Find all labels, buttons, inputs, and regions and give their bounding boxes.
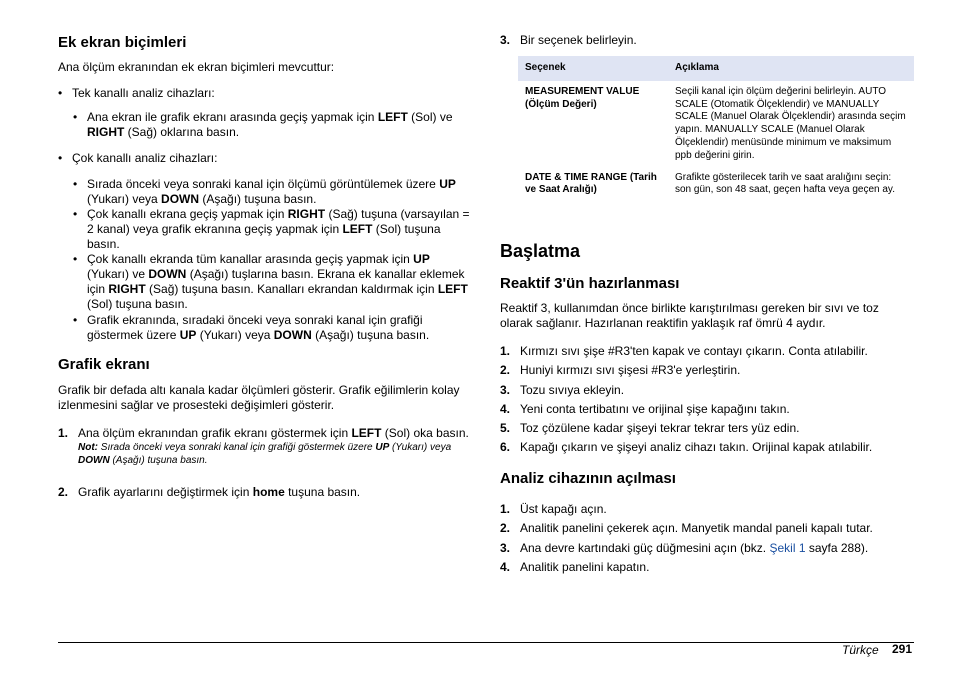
figure-link[interactable]: Şekil 1 [769, 541, 806, 555]
bullet-cok-kanalli-2: • Çok kanallı ekrana geçiş yapmak için RIGHT (Sağ) tuşuna (varsayılan = 2 kanal) veya grafik ekranına geçiş yapmak için LEFT (Sol) tuşuna basın. [73, 207, 470, 251]
options-table [518, 56, 914, 201]
table-cell-description: Grafikte gösterilecek tarih ve saat aralığını seçin: son gün, son 48 saat, geçen hafta veya geçen ay. [675, 171, 895, 196]
table-cell-option: MEASUREMENT VALUE (Ölçüm Değeri) [525, 85, 640, 110]
heading-ek-ekran: Ek ekran biçimleri [58, 34, 187, 51]
bullet-cok-kanalli: • Çok kanallı analiz cihazları: [58, 151, 218, 165]
heading-analiz: Analiz cihazının açılması [500, 470, 676, 487]
step-analiz-2: 2. Analitik panelini çekerek açın. Manyetik mandal paneli kapalı tutar. [500, 521, 873, 535]
heading-grafik-ekrani: Grafik ekranı [58, 356, 150, 373]
step-reaktif-1: 1. Kırmızı sıvı şişe #R3'ten kapak ve contayı çıkarın. Conta atılabilir. [500, 344, 868, 358]
table-cell-option: DATE & TIME RANGE (Tarih ve Saat Aralığı) [525, 171, 657, 196]
step-reaktif-5: 5. Toz çözülene kadar şişeyi tekrar tekrar ters yüz edin. [500, 421, 800, 435]
table-header-option: Seçenek [518, 56, 668, 81]
step-analiz-4: 4. Analitik panelini kapatın. [500, 560, 650, 574]
table-cell-description: Seçili kanal için ölçüm değerini belirleyin. AUTO SCALE (Otomatik Ölçeklendir) ve MANUALLY SCALE (Manuel Olarak Ölçeklendir) arasında seçim yapın. MANUALLY SCALE (Manuel Olarak Ölçeklendir) menüsünde minimum ve maksimum ppb değerini girin. [675, 85, 906, 161]
heading-baslatma: Başlatma [500, 241, 581, 261]
table-row [518, 81, 914, 167]
step-reaktif-2: 2. Huniyi kırmızı sıvı şişesi #R3'e yerleştirin. [500, 363, 741, 377]
page-number: 291 [892, 642, 913, 656]
footer-language: Türkçe [842, 643, 879, 657]
step-reaktif-4: 4. Yeni conta tertibatını ve orijinal şişe kapağını takın. [500, 402, 790, 416]
step-secenek: 3. Bir seçenek belirleyin. [500, 33, 637, 47]
bullet-tek-kanalli-1: • Ana ekran ile grafik ekranı arasında geçiş yapmak için LEFT (Sol) ve RIGHT (Sağ) oklarına basın. [73, 110, 453, 139]
bullet-cok-kanalli-3: • Çok kanallı ekranda tüm kanallar arasında geçiş yapmak için UP (Yukarı) ve DOWN (Aşağı) tuşlarına basın. Ekrana ek kanallar eklemek için RIGHT (Sağ) tuşuna basın. Kanalları ekrandan kaldırmak için LEFT (Sol) tuşuna basın. [73, 252, 468, 311]
step-grafik-1: 1. Ana ölçüm ekranından grafik ekranı göstermek için LEFT (Sol) oka basın. Not: Sırada önceki veya sonraki kanal için grafiği göstermek üzere UP (Yukarı) veya DOWN (Aşağı) tuşuna basın. [58, 426, 469, 466]
paragraph-reaktif: Reaktif 3, kullanımdan önce birlikte karıştırılması gereken bir sıvı ve toz olarak sağlanır. Hazırlanan reaktifin yaklaşık raf ömrü 4 aydır. [500, 301, 879, 330]
note-text: Not: Sırada önceki veya sonraki kanal için grafiği göstermek üzere UP (Yukarı) veya DOWN (Aşağı) tuşuna basın. [78, 442, 452, 466]
step-reaktif-6: 6. Kapağı çıkarın ve şişeyi analiz cihazı takın. Orijinal kapak atılabilir. [500, 440, 873, 454]
heading-reaktif: Reaktif 3'ün hazırlanması [500, 275, 680, 292]
step-analiz-3: 3. Ana devre kartındaki güç düğmesini açın (bkz. Şekil 1 sayfa 288). [500, 541, 869, 555]
footer-divider [58, 642, 914, 643]
table-header-row [518, 56, 914, 81]
paragraph-ek-ekran: Ana ölçüm ekranından ek ekran biçimleri mevcuttur: [58, 60, 335, 74]
step-grafik-2: 2. Grafik ayarlarını değiştirmek için home tuşuna basın. [58, 485, 361, 499]
bullet-cok-kanalli-4: • Grafik ekranında, sıradaki önceki veya sonraki kanal için grafiği göstermek üzere UP (Yukarı) veya DOWN (Aşağı) tuşuna basın. [73, 313, 430, 342]
table-row [518, 167, 914, 202]
step-analiz-1: 1. Üst kapağı açın. [500, 502, 607, 516]
step-reaktif-3: 3. Tozu sıvıya ekleyin. [500, 383, 625, 397]
bullet-tek-kanalli: • Tek kanallı analiz cihazları: [58, 86, 215, 100]
table-header-description: Açıklama [668, 56, 914, 81]
paragraph-grafik-ekrani: Grafik bir defada altı kanala kadar ölçümleri gösterir. Grafik eğilimlerin kolay izlenmesini sağlar ve prosesteki değişimleri gösterir. [58, 383, 460, 412]
bullet-cok-kanalli-1: • Sırada önceki veya sonraki kanal için ölçümü görüntülemek üzere UP (Yukarı) veya DOWN (Aşağı) tuşuna basın. [73, 177, 456, 206]
